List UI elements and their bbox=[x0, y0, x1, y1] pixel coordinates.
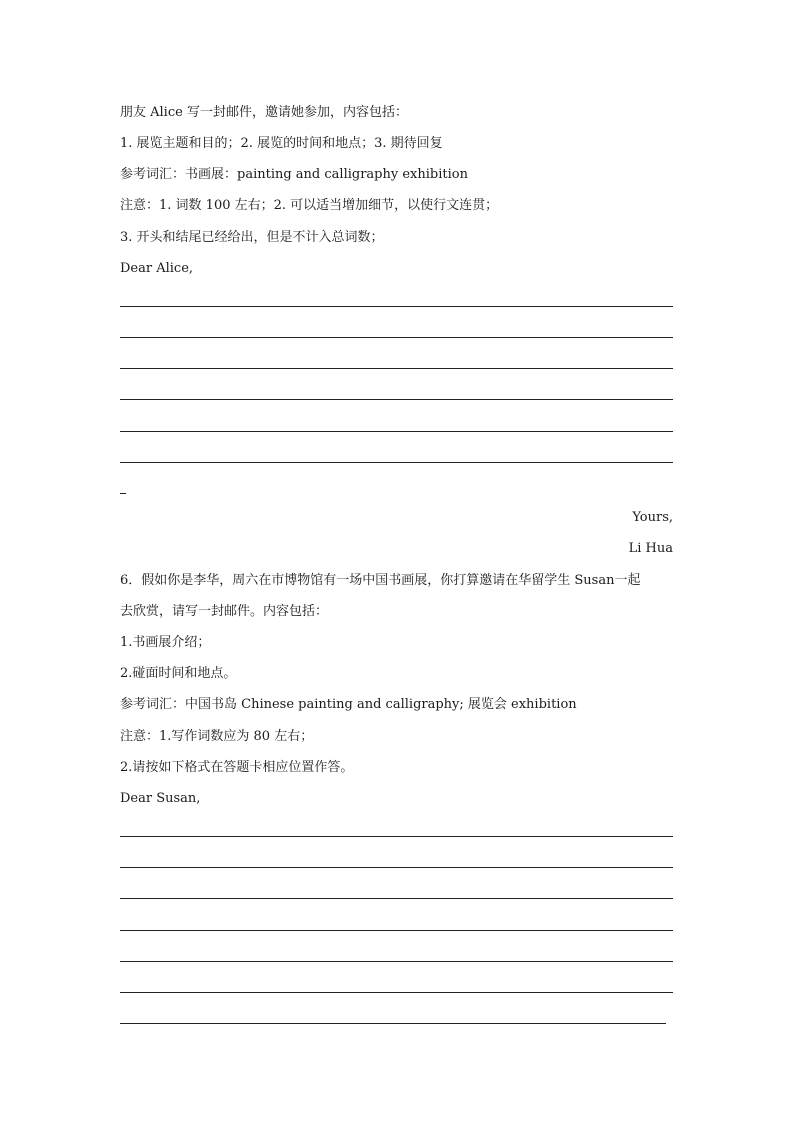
answer-line bbox=[120, 930, 673, 931]
task6-greeting: Dear Susan, bbox=[120, 791, 201, 806]
task6-prompt-line-2: 去欣赏，请写一封邮件。内容包括： bbox=[120, 604, 329, 619]
task6-item-2: 2.碰面时间和地点。 bbox=[120, 666, 237, 681]
task5-signature: Li Hua bbox=[628, 541, 673, 556]
task5-vocab: 参考词汇：书画展：painting and calligraphy exhibition bbox=[120, 167, 468, 182]
task5-greeting: Dear Alice, bbox=[120, 261, 194, 276]
task5-points: 1. 展览主题和目的；2. 展览的时间和地点；3. 期待回复 bbox=[120, 136, 443, 151]
answer-line-stub bbox=[120, 493, 126, 494]
answer-line bbox=[120, 306, 673, 307]
task5-note-1: 注意：1. 词数 100 左右；2. 可以适当增加细节，以使行文连贯； bbox=[120, 198, 499, 213]
answer-line bbox=[120, 462, 673, 463]
answer-line bbox=[120, 1023, 666, 1024]
answer-line bbox=[120, 399, 673, 400]
task6-note-1: 注意：1.写作词数应为 80 左右； bbox=[120, 729, 314, 744]
answer-line bbox=[120, 867, 673, 868]
task5-intro: 朋友 Alice 写一封邮件，邀请她参加，内容包括： bbox=[120, 105, 408, 120]
task6-note-2: 2.请按如下格式在答题卡相应位置作答。 bbox=[120, 760, 354, 775]
task5-note-2: 3. 开头和结尾已经给出，但是不计入总词数； bbox=[120, 230, 384, 245]
answer-line bbox=[120, 836, 673, 837]
answer-line bbox=[120, 992, 673, 993]
answer-line bbox=[120, 961, 673, 962]
task6-vocab: 参考词汇：中国书岛 Chinese painting and calligraphy; 展览会 exhibition bbox=[120, 697, 577, 712]
task6-item-1: 1.书画展介绍； bbox=[120, 635, 211, 650]
answer-line bbox=[120, 337, 673, 338]
task5-closing: Yours, bbox=[632, 510, 673, 525]
task6-prompt-line-1: 6．假如你是李华，周六在市博物馆有一场中国书画展，你打算邀请在华留学生 Susan一起 bbox=[120, 573, 641, 588]
answer-line bbox=[120, 431, 673, 432]
answer-line bbox=[120, 898, 673, 899]
answer-line bbox=[120, 368, 673, 369]
